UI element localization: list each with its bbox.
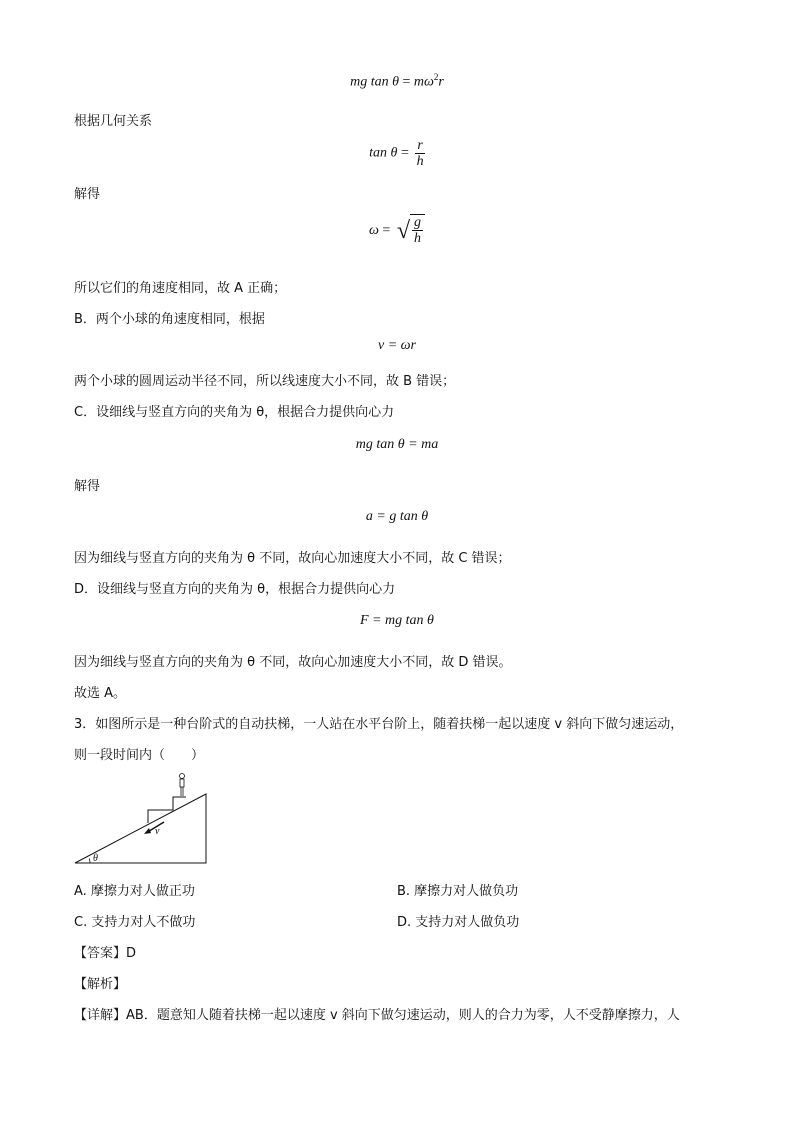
- equation-4: v = ωr: [378, 338, 416, 353]
- text-solve-2: 解得: [74, 479, 101, 494]
- equation-3: ω = √ $\frac{g}{h}$: [0, 214, 794, 248]
- eq3-den: h: [413, 231, 421, 246]
- answer-value: D: [126, 946, 137, 961]
- option-d: D. 支持力对人做负功: [397, 915, 520, 930]
- text-geometry: 根据几何关系: [74, 114, 153, 129]
- eq1-sup: 2: [433, 72, 439, 82]
- question-3-line-2: 则一段时间内（ ）: [74, 748, 205, 763]
- escalator-steps: [148, 797, 186, 823]
- eq2-fraction: [415, 138, 424, 169]
- text-conclusion-b: 两个小球的圆周运动半径不同，所以线速度大小不同，故 B 错误；: [74, 374, 456, 389]
- eq3-num: g: [413, 215, 421, 230]
- eq1-lhs: mg tan θ: [350, 74, 400, 90]
- person-icon: [180, 774, 185, 797]
- option-a: A. 摩擦力对人做正功: [74, 884, 195, 899]
- answer-label: 【答案】: [74, 946, 127, 961]
- option-b: B. 摩擦力对人做负功: [397, 884, 519, 899]
- text-option-d: D．设细线与竖直方向的夹角为 θ，根据合力提供向心力: [74, 582, 396, 597]
- answer-row: [74, 942, 136, 961]
- theta-label: θ: [93, 853, 98, 864]
- text-conclusion-c: 因为细线与竖直方向的夹角为 θ 不同，故向心加速度大小不同，故 C 错误；: [74, 551, 511, 566]
- equation-5: mg tan θ = ma: [355, 437, 439, 452]
- velocity-label: v: [155, 826, 160, 837]
- text-conclusion-d: 因为细线与竖直方向的夹角为 θ 不同，故向心加速度大小不同，故 D 错误。: [74, 655, 512, 670]
- text-select-a: 故选 A。: [74, 686, 127, 701]
- eq2-den: h: [416, 154, 424, 169]
- analysis-label: 【解析】: [74, 977, 127, 992]
- detail-label: 【详解】: [74, 1008, 127, 1023]
- velocity-arrow-icon: [144, 822, 164, 834]
- text-solve-1: 解得: [74, 187, 101, 202]
- eq1-rhs-tail: r: [438, 74, 444, 90]
- equation-7: F = mg tan θ: [360, 613, 434, 628]
- equation-2: tan θ = $\frac{r}{h}$: [369, 138, 424, 169]
- eq2-num: r: [417, 138, 423, 153]
- question-3-line-1: 3．如图所示是一种台阶式的自动扶梯，一人站在水平台阶上，随着扶梯一起以速度 v 斜向下做匀速运动，: [74, 717, 684, 732]
- text-option-b: B．两个小球的角速度相同，根据: [74, 312, 265, 327]
- eq1-rhs: mω: [413, 74, 434, 90]
- equation-6: a = g tan θ: [365, 509, 429, 524]
- option-c: C. 支持力对人不做功: [74, 915, 196, 930]
- detail-text: AB．题意知人随着扶梯一起以速度 v 斜向下做匀速运动，则人的合力为零，人不受静摩擦力，人: [126, 1008, 680, 1023]
- eq2-lhs: tan θ: [369, 145, 398, 161]
- sqrt-icon: √ $\frac{g}{h}$: [397, 214, 425, 248]
- eq3-lhs: ω: [369, 223, 379, 239]
- angle-arc: [89, 858, 90, 863]
- escalator-figure: [70, 770, 212, 868]
- equation-1: mg $\tan \theta = m\omega^2r$: [350, 72, 444, 90]
- text-conclusion-a: 所以它们的角速度相同，故 A 正确；: [74, 281, 287, 296]
- detail-row: [74, 1004, 680, 1023]
- text-option-c: C．设细线与竖直方向的夹角为 θ，根据合力提供向心力: [74, 405, 395, 420]
